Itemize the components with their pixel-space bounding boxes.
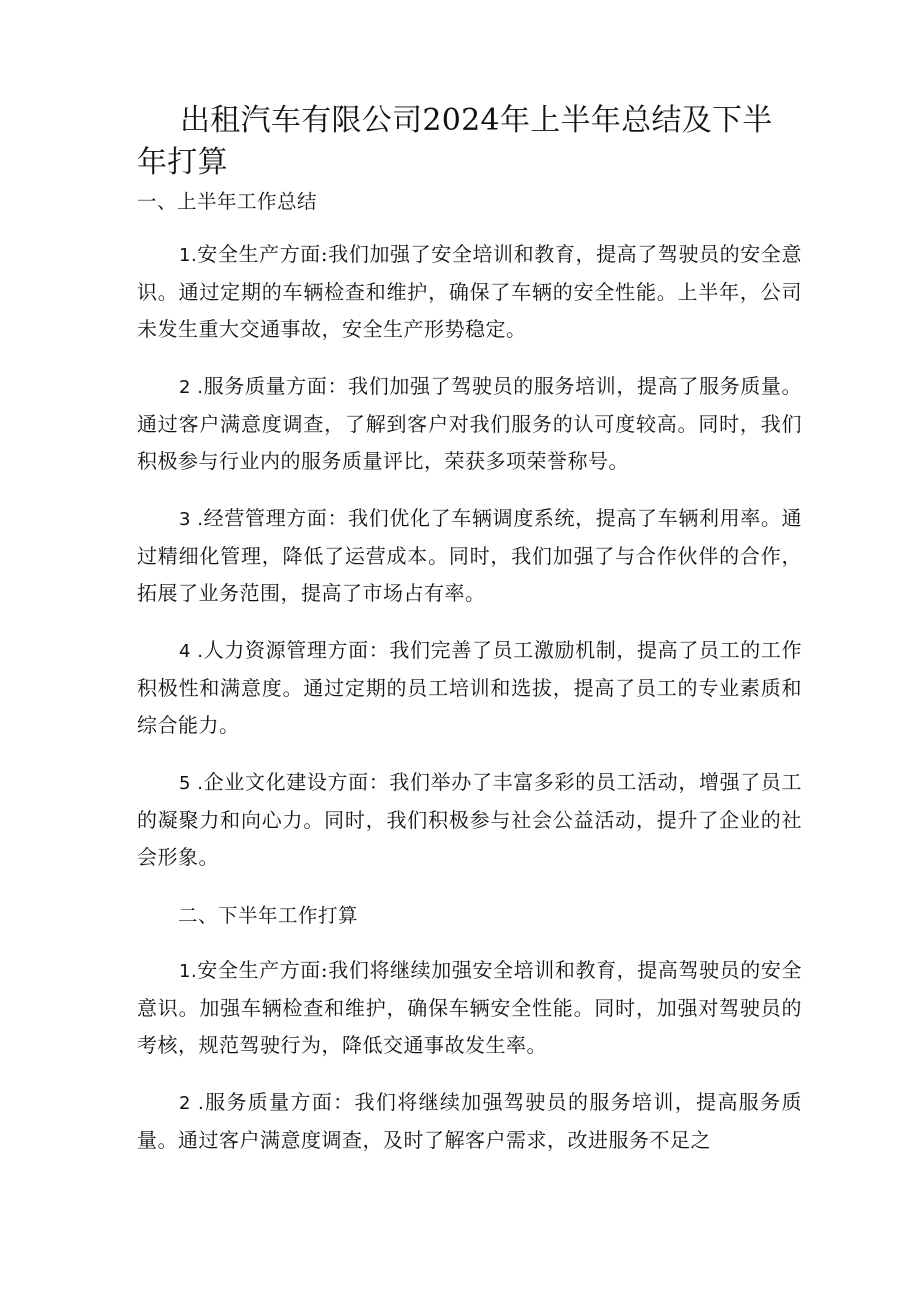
paragraph-text: 经营管理方面：我们优化了车辆调度系统，提高了车辆利用率。通过精细化管理，降低了运营成本。同时，我们加强了与合作伙伴的合作，拓展了业务范围，提高了市场占有率。 [137, 506, 803, 605]
item-number: 3 . [179, 509, 204, 530]
section-heading-second-half-plan: 二、下半年工作打算 [178, 904, 359, 927]
paragraph-text: 安全生产方面:我们加强了安全培训和教育，提高了驾驶员的安全意识。通过定期的车辆检查和维护，确保了车辆的安全性能。上半年，公司未发生重大交通事故，安全生产形势稳定。 [137, 242, 802, 341]
item-number: 2 . [179, 1093, 205, 1114]
item-number: 1. [179, 961, 198, 982]
paragraph-safety-summary [137, 236, 802, 348]
paragraph-text: 安全生产方面:我们将继续加强安全培训和教育，提高驾驶员的安全意识。加强车辆检查和维护，确保车辆安全性能。同时，加强对驾驶员的考核，规范驾驶行为，降低交通事故发生率。 [137, 958, 802, 1057]
paragraph-service-summary [137, 368, 802, 480]
item-number: 5 . [179, 773, 204, 794]
item-number: 2 . [179, 377, 204, 398]
document-title: 出租汽车有限公司2024年上半年总结及下半年打算 [137, 103, 773, 180]
paragraph-safety-plan [137, 952, 802, 1064]
item-number: 4 . [179, 641, 204, 662]
paragraph-culture-summary [137, 764, 802, 876]
paragraph-text: 服务质量方面：我们将继续加强驾驶员的服务培训，提高服务质量。通过客户满意度调查，及时了解客户需求，改进服务不足之 [137, 1090, 802, 1152]
paragraph-text: 服务质量方面：我们加强了驾驶员的服务培训，提高了服务质量。通过客户满意度调查，了解到客户对我们服务的认可度较高。同时，我们积极参与行业内的服务质量评比，荣获多项荣誉称号。 [137, 374, 803, 473]
paragraph-operations-summary [137, 500, 802, 612]
section-heading-first-half-summary: 一、上半年工作总结 [137, 190, 318, 213]
paragraph-text: 人力资源管理方面：我们完善了员工激励机制，提高了员工的工作积极性和满意度。通过定期的员工培训和选拔，提高了员工的专业素质和综合能力。 [137, 638, 803, 737]
paragraph-service-plan [137, 1084, 802, 1159]
paragraph-hr-summary [137, 632, 802, 744]
item-number: 1. [179, 245, 198, 266]
paragraph-text: 企业文化建设方面：我们举办了丰富多彩的员工活动，增强了员工的凝聚力和向心力。同时，我们积极参与社会公益活动，提升了企业的社会形象。 [137, 770, 803, 869]
